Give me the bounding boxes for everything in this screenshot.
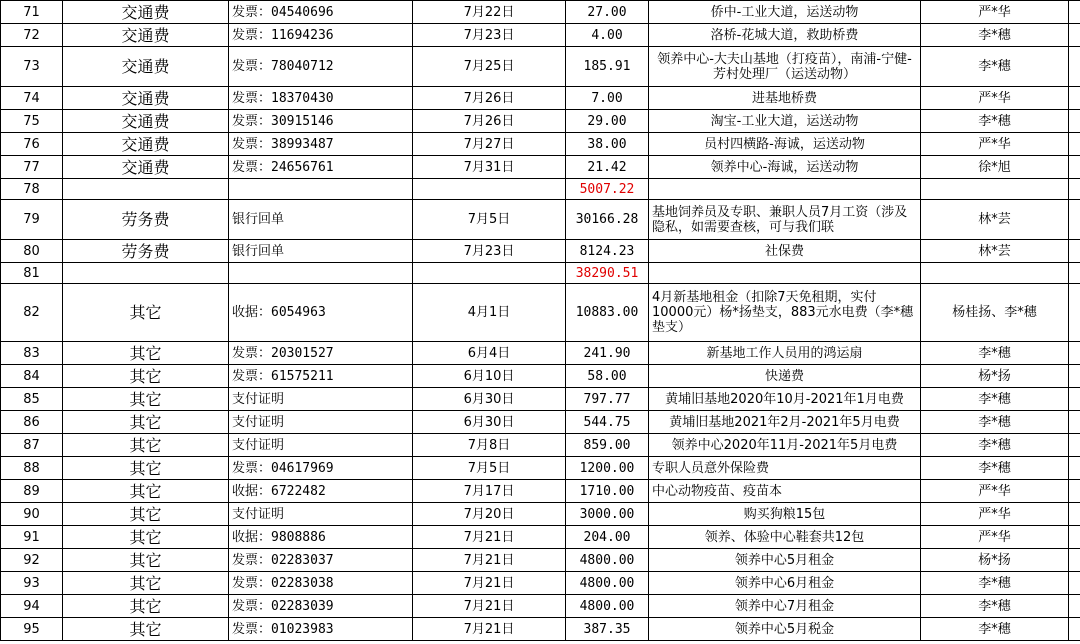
person-cell[interactable]: 林*芸 <box>921 200 1069 240</box>
date-cell[interactable]: 7月5日 <box>413 457 566 480</box>
person-cell[interactable]: 林*芸 <box>921 240 1069 263</box>
description-cell[interactable]: 4月新基地租金（扣除7天免租期，实付10000元）杨*扬垫支，883元水电费（李*穗垫支） <box>649 284 921 342</box>
table-row <box>1 549 1080 572</box>
empty-cell[interactable] <box>1069 47 1080 87</box>
table-row <box>1 618 1080 641</box>
table-row <box>1 365 1080 388</box>
empty-cell[interactable] <box>1069 179 1080 200</box>
empty-cell[interactable] <box>1069 87 1080 110</box>
empty-cell[interactable] <box>1069 618 1080 641</box>
person-cell[interactable]: 杨桂扬、李*穗 <box>921 284 1069 342</box>
document-cell[interactable]: 发票：02283038 <box>229 572 413 595</box>
document-cell[interactable] <box>229 179 413 200</box>
amount-cell[interactable]: 544.75 <box>566 411 649 434</box>
category-cell[interactable]: 其它 <box>63 411 229 434</box>
row-number-cell[interactable]: 92 <box>1 549 63 572</box>
amount-cell[interactable]: 3000.00 <box>566 503 649 526</box>
document-cell[interactable]: 银行回单 <box>229 240 413 263</box>
description-cell[interactable] <box>649 179 921 200</box>
date-cell[interactable]: 6月10日 <box>413 365 566 388</box>
empty-cell[interactable] <box>1069 365 1080 388</box>
row-number-cell[interactable]: 76 <box>1 133 63 156</box>
empty-cell[interactable] <box>1069 480 1080 503</box>
description-cell[interactable] <box>649 263 921 284</box>
description-cell[interactable]: 领养中心5月税金 <box>649 618 921 641</box>
amount-cell[interactable]: 58.00 <box>566 365 649 388</box>
category-cell[interactable]: 其它 <box>63 618 229 641</box>
description-cell[interactable]: 社保费 <box>649 240 921 263</box>
date-cell[interactable] <box>413 263 566 284</box>
amount-cell[interactable]: 8124.23 <box>566 240 649 263</box>
table-row <box>1 240 1080 263</box>
row-number-cell[interactable]: 73 <box>1 47 63 87</box>
category-cell[interactable]: 其它 <box>63 595 229 618</box>
empty-cell[interactable] <box>1069 457 1080 480</box>
row-number-cell[interactable]: 83 <box>1 342 63 365</box>
row-number-cell[interactable]: 86 <box>1 411 63 434</box>
person-cell[interactable]: 李*穗 <box>921 434 1069 457</box>
date-cell[interactable] <box>413 179 566 200</box>
date-cell[interactable]: 7月21日 <box>413 618 566 641</box>
document-cell[interactable]: 支付证明 <box>229 388 413 411</box>
amount-cell[interactable]: 21.42 <box>566 156 649 179</box>
row-number-cell[interactable]: 93 <box>1 572 63 595</box>
empty-cell[interactable] <box>1069 200 1080 240</box>
date-cell[interactable]: 7月22日 <box>413 1 566 24</box>
person-cell[interactable]: 严*华 <box>921 87 1069 110</box>
document-cell[interactable]: 收据：6722482 <box>229 480 413 503</box>
person-cell[interactable]: 严*华 <box>921 503 1069 526</box>
category-cell[interactable]: 其它 <box>63 342 229 365</box>
amount-cell[interactable]: 241.90 <box>566 342 649 365</box>
date-cell[interactable]: 7月17日 <box>413 480 566 503</box>
table-row <box>1 47 1080 87</box>
row-number-cell[interactable]: 75 <box>1 110 63 133</box>
date-cell[interactable]: 6月30日 <box>413 388 566 411</box>
table-row <box>1 388 1080 411</box>
amount-cell[interactable]: 185.91 <box>566 47 649 87</box>
empty-cell[interactable] <box>1069 549 1080 572</box>
document-cell[interactable]: 发票：04540696 <box>229 1 413 24</box>
table-row <box>1 342 1080 365</box>
category-cell[interactable]: 交通费 <box>63 47 229 87</box>
table-row <box>1 263 1080 284</box>
document-cell[interactable]: 收据：6054963 <box>229 284 413 342</box>
table-row <box>1 526 1080 549</box>
description-cell[interactable]: 新基地工作人员用的鸿运扇 <box>649 342 921 365</box>
description-cell[interactable]: 购买狗粮15包 <box>649 503 921 526</box>
date-cell[interactable]: 6月4日 <box>413 342 566 365</box>
empty-cell[interactable] <box>1069 342 1080 365</box>
row-number-cell[interactable]: 91 <box>1 526 63 549</box>
amount-cell[interactable]: 1710.00 <box>566 480 649 503</box>
description-cell[interactable]: 洛桥-花城大道，救助桥费 <box>649 24 921 47</box>
date-cell[interactable]: 7月26日 <box>413 87 566 110</box>
empty-cell[interactable] <box>1069 24 1080 47</box>
row-number-cell[interactable]: 81 <box>1 263 63 284</box>
row-number-cell[interactable]: 77 <box>1 156 63 179</box>
document-cell[interactable]: 发票：04617969 <box>229 457 413 480</box>
empty-cell[interactable] <box>1069 240 1080 263</box>
row-number-cell[interactable]: 78 <box>1 179 63 200</box>
person-cell[interactable]: 严*华 <box>921 133 1069 156</box>
description-cell[interactable]: 侨中-工业大道，运送动物 <box>649 1 921 24</box>
person-cell[interactable] <box>921 263 1069 284</box>
amount-cell[interactable]: 859.00 <box>566 434 649 457</box>
document-cell[interactable]: 发票：38993487 <box>229 133 413 156</box>
description-cell[interactable]: 专职人员意外保险费 <box>649 457 921 480</box>
category-cell[interactable]: 其它 <box>63 365 229 388</box>
table-row <box>1 179 1080 200</box>
person-cell[interactable]: 李*穗 <box>921 388 1069 411</box>
category-cell[interactable]: 交通费 <box>63 24 229 47</box>
description-cell[interactable]: 领养中心-大夫山基地（打疫苗），南浦-宁健-芳村处理厂（运送动物） <box>649 47 921 87</box>
row-number-cell[interactable]: 72 <box>1 24 63 47</box>
table-row <box>1 87 1080 110</box>
empty-cell[interactable] <box>1069 284 1080 342</box>
row-number-cell[interactable]: 79 <box>1 200 63 240</box>
table-row <box>1 200 1080 240</box>
category-cell[interactable]: 其它 <box>63 388 229 411</box>
amount-cell[interactable]: 4.00 <box>566 24 649 47</box>
row-number-cell[interactable]: 74 <box>1 87 63 110</box>
person-cell[interactable]: 严*华 <box>921 1 1069 24</box>
date-cell[interactable]: 7月20日 <box>413 503 566 526</box>
table-row <box>1 156 1080 179</box>
amount-cell[interactable]: 1200.00 <box>566 457 649 480</box>
empty-cell[interactable] <box>1069 156 1080 179</box>
category-cell[interactable]: 其它 <box>63 526 229 549</box>
category-cell[interactable]: 其它 <box>63 503 229 526</box>
date-cell[interactable]: 7月21日 <box>413 572 566 595</box>
category-cell[interactable]: 劳务费 <box>63 200 229 240</box>
table-row <box>1 1 1080 24</box>
category-cell[interactable] <box>63 263 229 284</box>
date-cell[interactable]: 6月30日 <box>413 411 566 434</box>
amount-cell[interactable]: 38.00 <box>566 133 649 156</box>
table-row <box>1 133 1080 156</box>
date-cell[interactable]: 4月1日 <box>413 284 566 342</box>
date-cell[interactable]: 7月25日 <box>413 47 566 87</box>
description-cell[interactable]: 黄埔旧基地2021年2月-2021年5月电费 <box>649 411 921 434</box>
table-row <box>1 595 1080 618</box>
table-row <box>1 24 1080 47</box>
amount-cell[interactable]: 4800.00 <box>566 572 649 595</box>
table-row <box>1 411 1080 434</box>
document-cell[interactable]: 发票：11694236 <box>229 24 413 47</box>
date-cell[interactable]: 7月21日 <box>413 549 566 572</box>
person-cell[interactable]: 杨*扬 <box>921 365 1069 388</box>
document-cell[interactable] <box>229 263 413 284</box>
document-cell[interactable]: 发票：78040712 <box>229 47 413 87</box>
person-cell[interactable]: 李*穗 <box>921 618 1069 641</box>
document-cell[interactable]: 发票：61575211 <box>229 365 413 388</box>
category-cell[interactable] <box>63 179 229 200</box>
empty-cell[interactable] <box>1069 411 1080 434</box>
category-cell[interactable]: 其它 <box>63 284 229 342</box>
row-number-cell[interactable]: 89 <box>1 480 63 503</box>
amount-cell[interactable]: 10883.00 <box>566 284 649 342</box>
amount-cell[interactable]: 7.00 <box>566 87 649 110</box>
table-row <box>1 434 1080 457</box>
category-cell[interactable]: 交通费 <box>63 87 229 110</box>
person-cell[interactable]: 严*华 <box>921 526 1069 549</box>
description-cell[interactable]: 快递费 <box>649 365 921 388</box>
description-cell[interactable]: 领养中心6月租金 <box>649 572 921 595</box>
category-cell[interactable]: 交通费 <box>63 1 229 24</box>
person-cell[interactable]: 徐*旭 <box>921 156 1069 179</box>
document-cell[interactable]: 发票：20301527 <box>229 342 413 365</box>
date-cell[interactable]: 7月21日 <box>413 526 566 549</box>
category-cell[interactable]: 其它 <box>63 434 229 457</box>
document-cell[interactable]: 发票：01023983 <box>229 618 413 641</box>
description-cell[interactable]: 领养中心7月租金 <box>649 595 921 618</box>
person-cell[interactable]: 李*穗 <box>921 595 1069 618</box>
empty-cell[interactable] <box>1069 572 1080 595</box>
person-cell[interactable]: 严*华 <box>921 480 1069 503</box>
person-cell[interactable]: 李*穗 <box>921 457 1069 480</box>
date-cell[interactable]: 7月23日 <box>413 240 566 263</box>
person-cell[interactable]: 李*穗 <box>921 572 1069 595</box>
document-cell[interactable]: 支付证明 <box>229 411 413 434</box>
category-cell[interactable]: 其它 <box>63 572 229 595</box>
document-cell[interactable]: 发票：02283037 <box>229 549 413 572</box>
amount-cell[interactable]: 4800.00 <box>566 595 649 618</box>
row-number-cell[interactable]: 87 <box>1 434 63 457</box>
category-cell[interactable]: 其它 <box>63 480 229 503</box>
row-number-cell[interactable]: 88 <box>1 457 63 480</box>
row-number-cell[interactable]: 82 <box>1 284 63 342</box>
description-cell[interactable]: 中心动物疫苗、疫苗本 <box>649 480 921 503</box>
table-row <box>1 572 1080 595</box>
category-cell[interactable]: 劳务费 <box>63 240 229 263</box>
amount-cell[interactable]: 29.00 <box>566 110 649 133</box>
row-number-cell[interactable]: 80 <box>1 240 63 263</box>
date-cell[interactable]: 7月26日 <box>413 110 566 133</box>
document-cell[interactable]: 支付证明 <box>229 503 413 526</box>
amount-cell[interactable]: 27.00 <box>566 1 649 24</box>
table-row <box>1 110 1080 133</box>
person-cell[interactable]: 李*穗 <box>921 411 1069 434</box>
category-cell[interactable]: 交通费 <box>63 110 229 133</box>
empty-cell[interactable] <box>1069 110 1080 133</box>
description-cell[interactable]: 黄埔旧基地2020年10月-2021年1月电费 <box>649 388 921 411</box>
empty-cell[interactable] <box>1069 133 1080 156</box>
document-cell[interactable]: 发票：02283039 <box>229 595 413 618</box>
table-row <box>1 284 1080 342</box>
category-cell[interactable]: 其它 <box>63 457 229 480</box>
description-cell[interactable]: 领养中心5月租金 <box>649 549 921 572</box>
document-cell[interactable]: 支付证明 <box>229 434 413 457</box>
date-cell[interactable]: 7月8日 <box>413 434 566 457</box>
table-row <box>1 503 1080 526</box>
person-cell[interactable]: 李*穗 <box>921 110 1069 133</box>
row-number-cell[interactable]: 95 <box>1 618 63 641</box>
description-cell[interactable]: 领养中心2020年11月-2021年5月电费 <box>649 434 921 457</box>
person-cell[interactable] <box>921 179 1069 200</box>
person-cell[interactable]: 李*穗 <box>921 47 1069 87</box>
document-cell[interactable]: 发票：30915146 <box>229 110 413 133</box>
document-cell[interactable]: 发票：24656761 <box>229 156 413 179</box>
date-cell[interactable]: 7月31日 <box>413 156 566 179</box>
amount-cell[interactable]: 30166.28 <box>566 200 649 240</box>
amount-cell[interactable]: 4800.00 <box>566 549 649 572</box>
empty-cell[interactable] <box>1069 263 1080 284</box>
description-cell[interactable]: 领养、体验中心鞋套共12包 <box>649 526 921 549</box>
table-row <box>1 480 1080 503</box>
amount-cell[interactable]: 204.00 <box>566 526 649 549</box>
category-cell[interactable]: 交通费 <box>63 133 229 156</box>
date-cell[interactable]: 7月5日 <box>413 200 566 240</box>
subtotal-amount-cell[interactable]: 5007.22 <box>566 179 649 200</box>
date-cell[interactable]: 7月27日 <box>413 133 566 156</box>
date-cell[interactable]: 7月21日 <box>413 595 566 618</box>
row-number-cell[interactable]: 90 <box>1 503 63 526</box>
date-cell[interactable]: 7月23日 <box>413 24 566 47</box>
person-cell[interactable]: 李*穗 <box>921 342 1069 365</box>
row-number-cell[interactable]: 94 <box>1 595 63 618</box>
document-cell[interactable]: 发票：18370430 <box>229 87 413 110</box>
amount-cell[interactable]: 387.35 <box>566 618 649 641</box>
row-number-cell[interactable]: 84 <box>1 365 63 388</box>
category-cell[interactable]: 其它 <box>63 549 229 572</box>
category-cell[interactable]: 交通费 <box>63 156 229 179</box>
description-cell[interactable]: 基地饲养员及专职、兼职人员7月工资（涉及隐私，如需要查核，可与我们联 <box>649 200 921 240</box>
document-cell[interactable]: 收据：9808886 <box>229 526 413 549</box>
empty-cell[interactable] <box>1069 434 1080 457</box>
person-cell[interactable]: 杨*扬 <box>921 549 1069 572</box>
amount-cell[interactable]: 797.77 <box>566 388 649 411</box>
description-cell[interactable]: 员村四横路-海诚，运送动物 <box>649 133 921 156</box>
table-row <box>1 457 1080 480</box>
empty-cell[interactable] <box>1069 595 1080 618</box>
empty-cell[interactable] <box>1069 526 1080 549</box>
row-number-cell[interactable]: 85 <box>1 388 63 411</box>
description-cell[interactable]: 淘宝-工业大道，运送动物 <box>649 110 921 133</box>
empty-cell[interactable] <box>1069 1 1080 24</box>
description-cell[interactable]: 进基地桥费 <box>649 87 921 110</box>
description-cell[interactable]: 领养中心-海诚，运送动物 <box>649 156 921 179</box>
subtotal-amount-cell[interactable]: 38290.51 <box>566 263 649 284</box>
empty-cell[interactable] <box>1069 503 1080 526</box>
person-cell[interactable]: 李*穗 <box>921 24 1069 47</box>
document-cell[interactable]: 银行回单 <box>229 200 413 240</box>
row-number-cell[interactable]: 71 <box>1 1 63 24</box>
empty-cell[interactable] <box>1069 388 1080 411</box>
